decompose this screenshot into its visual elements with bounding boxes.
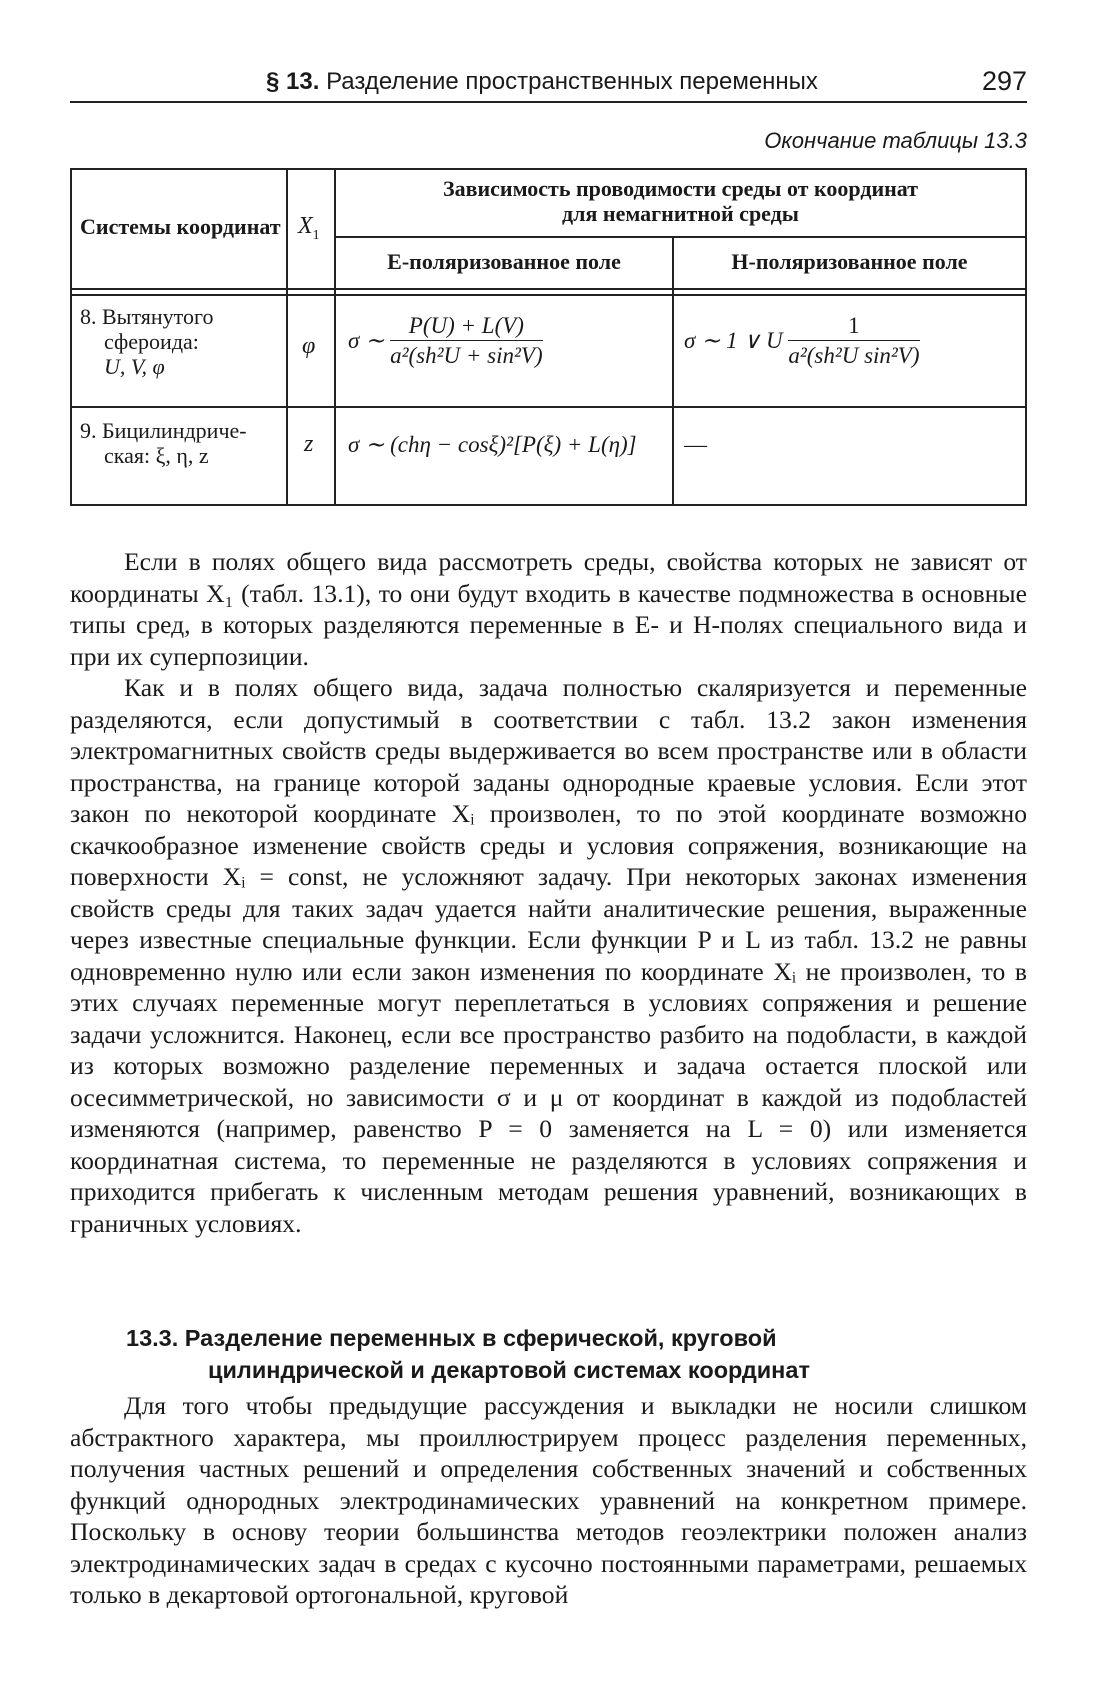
table-col-rule	[286, 168, 288, 506]
body-text	[70, 546, 1027, 1239]
table-header-rule	[70, 288, 1027, 290]
table-border	[1025, 168, 1027, 506]
h-formula-fraction	[788, 313, 919, 368]
e-formula-denominator: a²(sh²U + sin²V)	[390, 343, 543, 368]
header-dependence	[336, 176, 1025, 226]
h-formula-numerator: 1	[788, 313, 919, 341]
row-h-formula	[684, 313, 920, 368]
e-formula-fraction	[390, 313, 542, 368]
header-dependence-line1: Зависимость проводимости среды от координат	[442, 176, 919, 201]
header-dependence-line2: для немагнитной среды	[562, 201, 799, 226]
table-border	[70, 168, 1027, 170]
header-systems: Системы координат	[80, 214, 281, 239]
table-col-rule	[672, 236, 674, 506]
header-rule	[70, 101, 1027, 103]
table-header-inner-rule	[334, 236, 1027, 238]
row-system-line: ская: ξ, η, z	[104, 443, 209, 468]
row-system-line: U, V, φ	[104, 354, 165, 379]
section-title-line1: 13.3. Разделение переменных в сферической, круговой	[126, 1325, 777, 1351]
paragraph: Если в полях общего вида рассмотреть среды, свойства которых не зависят от координаты X₁ (табл. 13.1), то они будут входить в качестве подмножества в основные типы сред, в которых разделяются переменные в E- и H-полях специального вида и при их суперпозиции.	[70, 547, 1027, 671]
row-x1: φ	[302, 333, 316, 359]
section-body-text	[70, 1390, 1027, 1611]
paragraph: Для того чтобы предыдущие рассуждения и выкладки не носили слишком абстрактного характера, мы проиллюстрируем процесс разделения переменных, получения частных решений и определения собственных значений и собственных функций однородных электродинамических уравнений на конкретном примере. Поскольку в основу теории большинства методов геоэлектрики положен анализ электродинамических задач в средах с кусочно постоянными параметрами, решаемых только в декартовой ортогональной, круговой	[70, 1391, 1027, 1609]
coordinate-systems-table	[70, 168, 1027, 506]
header-x1-subscript: 1	[312, 227, 320, 243]
table-continuation-label: Окончание таблицы 13.3	[764, 128, 1027, 153]
header-e-field: E-поляризованное поле	[387, 249, 621, 274]
running-head	[70, 62, 1027, 102]
section-title: Разделение пространственных переменных	[326, 68, 818, 95]
table-row-rule	[70, 406, 1027, 408]
row-x1: z	[304, 431, 314, 457]
row-system-line: 9. Бицилиндриче-	[80, 418, 247, 443]
header-h-field: H-поляризованное поле	[731, 249, 968, 274]
header-x1	[298, 213, 320, 243]
table-header-rule	[70, 294, 1027, 296]
table-border	[70, 504, 1027, 506]
header-x1-symbol: X	[298, 213, 313, 239]
h-formula-prefix: σ ∼ 1 ∨ U	[684, 328, 783, 353]
paragraph: Как и в полях общего вида, задача полностью скаляризуется и переменные разделяются, если допустимый в соответствии с табл. 13.2 закон изменения электромагнитных свойств среды выдерживается во всем пространстве или в области пространства, на границе которой заданы однородные краевые условия. Если этот закон по некоторой координате Xᵢ произволен, то по этой координате возможно скачкообразное изменение свойств среды и условия сопряжения, возникающие на поверхности Xᵢ = const, не усложняют задачу. При некоторых законах изменения свойств среды для таких задач удается найти аналитические решения, выраженные через известные специальные функции. Если функции P и L из табл. 13.2 не равны одновременно нулю или если закон изменения по координате Xᵢ не произволен, то в этих случаях переменные могут переплетаться в условиях сопряжения и решение задачи усложнится. Наконец, если все пространство разбито на подобласти, в каждой из которых возможно разделение переменных и задача остается плоской или осесимметрической, но зависимости σ и μ от координат в каждой из подобластей изменяются (например, равенство P = 0 заменяется на L = 0) или изменяется координатная система, то переменные не разделяются в условиях сопряжения и приходится прибегать к численным методам решения уравнений, возникающих в граничных условиях.	[70, 673, 1027, 1238]
row-e-formula: σ ∼ (chη − cosξ)²[P(ξ) + L(η)]	[348, 432, 637, 457]
e-formula-prefix: σ ∼	[348, 328, 385, 353]
row-system-line: сфероида:	[104, 329, 199, 354]
page-number: 297	[981, 66, 1027, 96]
e-formula-numerator: P(U) + L(V)	[390, 313, 542, 341]
row-system	[80, 418, 247, 468]
table-border	[70, 168, 72, 506]
section-sign: § 13.	[266, 68, 320, 95]
row-system	[80, 304, 213, 379]
h-formula-denominator: a²(sh²U sin²V)	[788, 343, 920, 368]
section-title-line2: цилиндрической и декартовой системах координат	[208, 1357, 810, 1383]
row-e-formula	[348, 313, 543, 368]
row-system-line: 8. Вытянутого	[80, 304, 214, 329]
section-heading	[266, 68, 818, 96]
row-h-formula: —	[684, 432, 707, 457]
